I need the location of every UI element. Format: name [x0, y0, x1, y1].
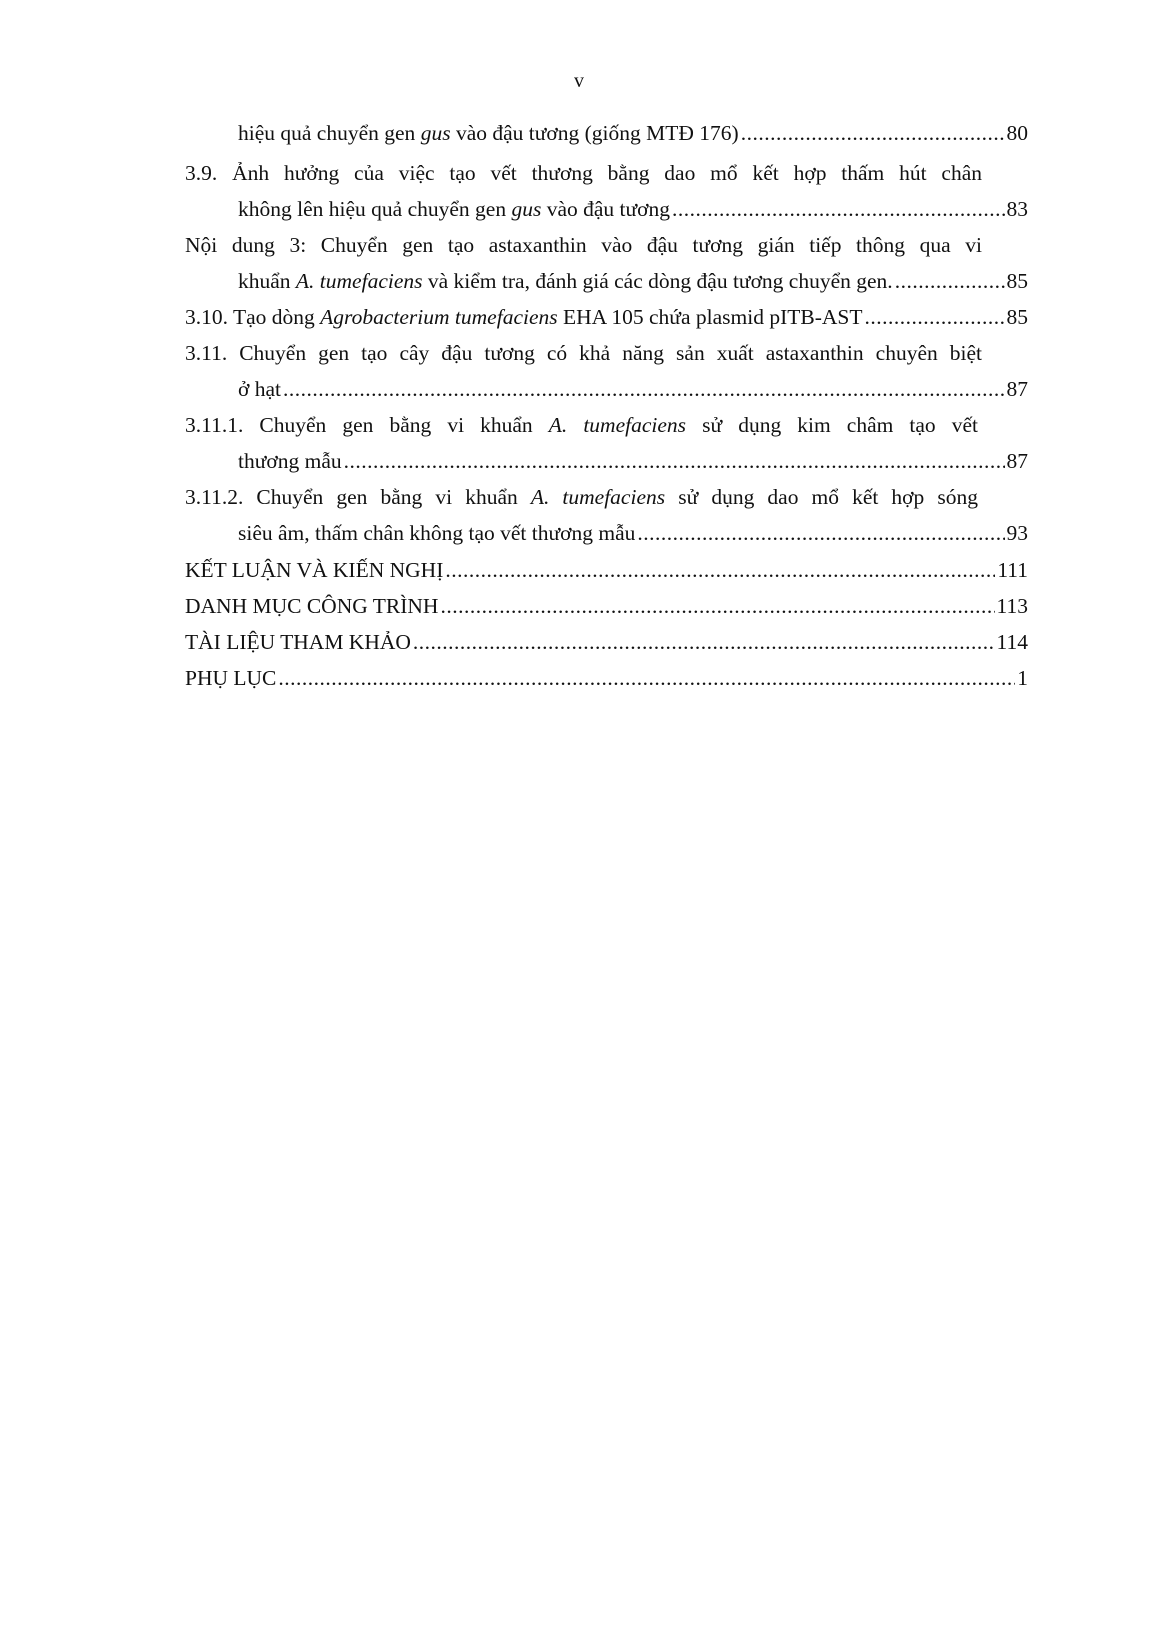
- toc-dot-leader: [283, 375, 1004, 403]
- toc-dot-leader: [413, 628, 995, 656]
- toc-entry-text: [185, 592, 438, 620]
- toc-entry-text: [238, 119, 739, 147]
- toc-entry-text-part: và kiểm tra, đánh giá các dòng đậu tương chuyển gen.: [422, 269, 893, 293]
- toc-entry-line: [185, 411, 978, 439]
- toc-entry-line: [185, 231, 982, 259]
- toc-dot-leader: [344, 447, 1005, 475]
- toc-entry-text-part: thương mẫu: [238, 449, 342, 473]
- toc-dot-leader: [278, 664, 1015, 692]
- toc-page-number: 80: [1006, 121, 1028, 145]
- toc-entry-text-part: TÀI LIỆU THAM KHẢO: [185, 630, 411, 654]
- toc-entry-text-part: không lên hiệu quả chuyển gen: [238, 197, 512, 221]
- toc-entry-text: [238, 267, 893, 295]
- toc-entry-text: [185, 485, 978, 509]
- toc-entry-line: [185, 483, 978, 511]
- toc-page-number: 113: [996, 594, 1028, 618]
- toc-entry-text: [185, 341, 982, 365]
- toc-page-number: 111: [997, 558, 1028, 582]
- toc-entry-italic-text: Agrobacterium tumefaciens: [320, 305, 558, 329]
- toc-dot-leader: [864, 303, 1004, 331]
- toc-entry-text: [185, 303, 862, 331]
- toc-page-number: 1: [1017, 666, 1028, 690]
- toc-dot-leader: [672, 195, 1004, 223]
- toc-entry-line: [185, 592, 1028, 620]
- toc-entry-line: [185, 159, 982, 187]
- toc-page-number: 83: [1006, 197, 1028, 221]
- toc-entry-text-part: 3.11.1. Chuyển gen bằng vi khuẩn: [185, 413, 549, 437]
- toc-entry-text-part: sử dụng dao mổ kết hợp sóng: [665, 485, 979, 509]
- toc-entry-italic-text: A. tumefaciens: [548, 413, 687, 437]
- toc-entry-line: [185, 664, 1028, 692]
- toc-entry-line: [238, 119, 1028, 147]
- toc-entry-text-part: vào đậu tương: [541, 197, 671, 221]
- page-number: v: [574, 70, 584, 92]
- toc-entry-text: [185, 664, 276, 692]
- toc-entry-text-part: 3.11.2. Chuyển gen bằng vi khuẩn: [185, 485, 531, 509]
- toc-entry-line: [185, 339, 982, 367]
- toc-dot-leader: [445, 556, 995, 584]
- toc-page-number: 114: [996, 630, 1028, 654]
- toc-dot-leader: [741, 119, 1005, 147]
- toc-dot-leader: [440, 592, 994, 620]
- toc-page-number: 85: [1006, 305, 1028, 329]
- toc-entry-italic-text: A. tumefaciens: [530, 485, 666, 509]
- toc-dot-leader: [895, 267, 1005, 295]
- toc-entry-italic-text: gus: [511, 197, 542, 221]
- toc-entry-line: [238, 195, 1028, 223]
- toc-entry-line: [238, 375, 1028, 403]
- toc-entry-text: [238, 195, 670, 223]
- toc-entry-text-part: vào đậu tương (giống MTĐ 176): [450, 121, 739, 145]
- toc-entry-text-part: 3.10. Tạo dòng: [185, 305, 321, 329]
- toc-page-number: 87: [1006, 449, 1028, 473]
- toc-entry-text-part: Nội dung 3: Chuyển gen tạo astaxanthin vào đậu tương gián tiếp thông qua vi: [185, 233, 982, 257]
- toc-entry-text: [185, 556, 443, 584]
- toc-entry-line: [185, 556, 1028, 584]
- toc-page-number: 87: [1006, 377, 1028, 401]
- toc-entry-text-part: khuẩn: [238, 269, 296, 293]
- toc-page-number: 85: [1006, 269, 1028, 293]
- toc-entry-text: [238, 519, 635, 547]
- toc-entry-text-part: KẾT LUẬN VÀ KIẾN NGHỊ: [185, 558, 444, 582]
- toc-entry-text: [185, 413, 978, 437]
- toc-entry-text-part: 3.9. Ảnh hưởng của việc tạo vết thương bằng dao mổ kết hợp thấm hút chân: [185, 161, 982, 185]
- toc-entry-text-part: ở hạt: [238, 377, 282, 401]
- toc-entry-text: [238, 375, 281, 403]
- toc-entry-line: [238, 267, 1028, 295]
- toc-entry-italic-text: A. tumefaciens: [295, 269, 423, 293]
- toc-entry-text: [238, 447, 342, 475]
- toc-entry-text-part: hiệu quả chuyển gen: [238, 121, 421, 145]
- toc-entry-text-part: siêu âm, thấm chân không tạo vết thương mẫu: [238, 521, 636, 545]
- toc-entry-line: [238, 519, 1028, 547]
- toc-entry-text-part: EHA 105 chứa plasmid pITB-AST: [557, 305, 863, 329]
- toc-entry-text-part: DANH MỤC CÔNG TRÌNH: [185, 594, 439, 618]
- toc-entry-italic-text: gus: [420, 121, 451, 145]
- toc-entry-line: [185, 303, 1028, 331]
- toc-dot-leader: [637, 519, 1004, 547]
- toc-entry-text-part: 3.11. Chuyển gen tạo cây đậu tương có khả năng sản xuất astaxanthin chuyên biệt: [185, 341, 982, 365]
- toc-entry-text-part: sử dụng kim châm tạo vết: [686, 413, 979, 437]
- toc-page-number: 93: [1006, 521, 1028, 545]
- toc-entry-line: [238, 447, 1028, 475]
- toc-entry-text: [185, 628, 411, 656]
- toc-entry-line: [185, 628, 1028, 656]
- toc-entry-text-part: PHỤ LỤC: [185, 666, 277, 690]
- toc-entry-text: [185, 233, 982, 257]
- toc-entry-text: [185, 161, 982, 185]
